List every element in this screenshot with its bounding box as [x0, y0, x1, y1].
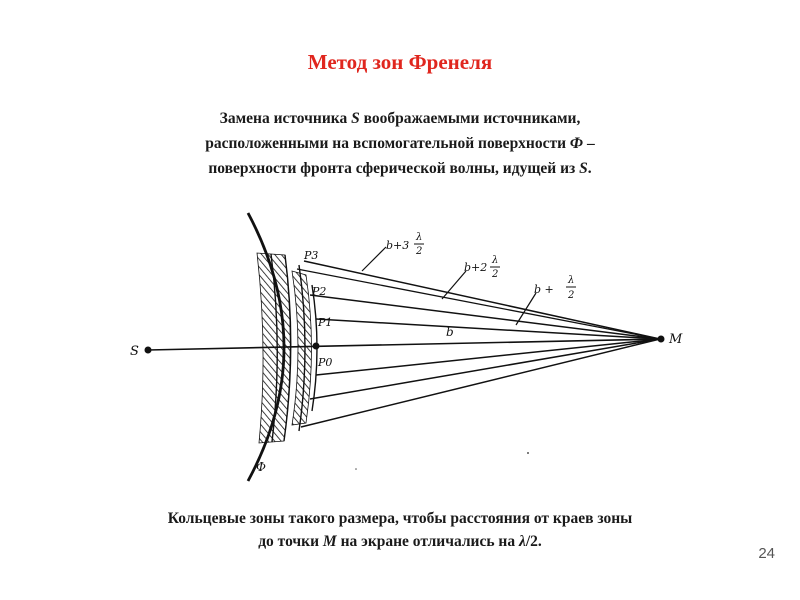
label-p3: P3 [304, 249, 319, 262]
label-b1-lambda: λ [568, 275, 575, 286]
intro-line-3-b: . [587, 160, 592, 177]
caption-line-2 [70, 530, 730, 553]
intro-line-2-b: – [583, 135, 595, 152]
ray-p2 [310, 295, 660, 339]
label-p2: P2 [312, 285, 327, 298]
label-p1: P1 [318, 316, 333, 329]
source-point-s [145, 347, 152, 354]
intro-line-1 [120, 106, 680, 131]
caption-line-2-b: на экране отличались на [336, 533, 519, 550]
label-b2-lambda: λ [492, 255, 499, 266]
diagram-svg [120, 203, 683, 483]
caption-line-2-lambda: λ [518, 533, 526, 550]
label-b2-base: b+2 [464, 261, 488, 274]
caption-line-2-m: M [322, 533, 337, 550]
intro-line-1-a: Замена источника [219, 110, 352, 127]
label-p0: P0 [318, 356, 333, 369]
label-b: b [446, 325, 454, 339]
intro-line-3 [120, 156, 680, 181]
label-b3-lambda: λ [416, 232, 423, 243]
intro-line-2-a: расположенными на вспомогательной поверхности [205, 135, 570, 152]
label-b1-denominator: 2 [568, 290, 575, 301]
label-b2-denominator: 2 [492, 269, 499, 280]
label-b3-base: b+3 [386, 239, 410, 252]
leader-b1 [516, 293, 536, 325]
caption-text [70, 507, 730, 553]
center-point-p0 [313, 343, 320, 350]
observer-point-m [658, 336, 665, 343]
caption-line-1: Кольцевые зоны такого размера, чтобы расстояния от краев зоны [167, 510, 633, 527]
caption-line-2-c: /2. [525, 533, 542, 550]
label-b1-base: b + [534, 283, 554, 296]
leader-b3 [362, 247, 386, 271]
intro-line-3-s: S [579, 160, 588, 177]
leader-b2 [442, 271, 466, 299]
print-speck [527, 452, 529, 454]
print-speck [355, 468, 357, 470]
slide-title: Метод зон Френеля [307, 50, 493, 74]
label-phi: Ф [256, 460, 266, 474]
intro-line-3-a: поверхности фронта сферической волны, идущей из [208, 160, 580, 177]
label-m: M [669, 332, 683, 347]
ray-lower-3 [301, 339, 660, 427]
intro-line-1-b: воображаемыми источниками, [359, 110, 581, 127]
zone-band-hatched-inner [292, 271, 312, 425]
page-number: 24 [758, 545, 775, 562]
intro-line-2 [120, 131, 680, 156]
label-s: S [130, 344, 139, 359]
intro-line-1-s: S [351, 110, 360, 127]
fresnel-zone-diagram [120, 203, 683, 483]
axis-line [148, 339, 660, 350]
ray-lower-1 [316, 339, 660, 375]
ray-lower-2 [310, 339, 660, 399]
intro-line-2-phi: Ф [569, 135, 584, 152]
intro-text [120, 106, 680, 181]
label-b3-denominator: 2 [416, 246, 423, 257]
caption-line-2-a: до точки [258, 533, 323, 550]
